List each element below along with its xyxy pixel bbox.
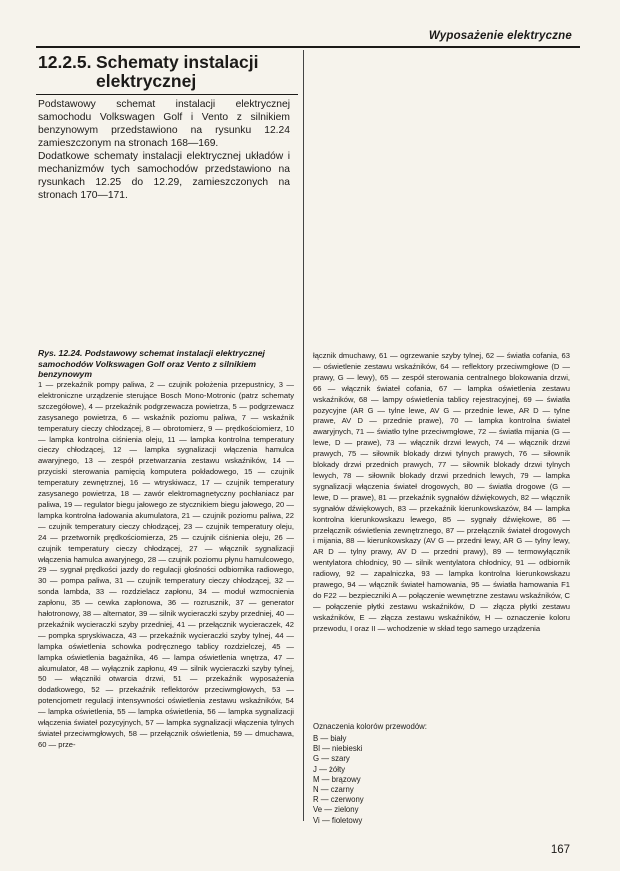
page-number: 167 (550, 844, 570, 856)
list-item: N — czarny (313, 785, 354, 795)
section-heading (38, 53, 296, 91)
list-item: B — biały (313, 734, 347, 743)
column-divider (303, 50, 304, 821)
legend-column-right: łącznik dmuchawy, 61 — ogrzewanie szyby tylnej, 62 — światła cofania, 63 — oświetlenie zestawu wskaźników, 64 — reflektory przeciwmgłowe (D — prawy, G — lewy), 65 — zespół sterowania centralnego blokowania drzwi, 66 — włącznik świateł cofania, 67 — lampka oświetlenia zestawu wskaźników, 68 — lampy oświetlenia tablicy rejestracyjnej, 69 — światła pozycyjne (AR G — tylne lewe, AV G — przednie lewe, AR D — tylne prawe, AV D — przednie prawe), 70 — lampka kontrolna świateł awaryjnych, 71 — światło tylne przeciwmgłowe, 72 — światła mijania (G — lewe, D — prawe), 73 — włącznik drzwi lewych, 74 — włącznik drzwi prawych, 75 — siłownik blokady drzwi tylnych prawych, 76 — siłownik blokady drzwi przednich prawych, 77 — siłownik blokady drzwi tylnych lewych, 78 — siłownik blokady drzwi przednich lewych, 79 — lampka sygnalizacji włączenia świateł drogowych, 80 — światła drogowe (G — lewe, D — prawe), 81 — przekaźnik sygnałów dźwiękowych, 82 — włącznik sygnałów dźwiękowych, 83 — przekaźnik kierunkowskazów, 84 — lampka kontrolna kierunkowskazu lewego, 85 — sygnały dźwiękowe, 86 — przełącznik oświetlenia zewnętrznego, 87 — przełącznik świateł drogowych i mijania, 88 — kierunkowskazy (AV G — przedni lewy, AR G — tylny lewy, AR D — tylny prawy, AV D — przedni prawy), 89 — termowyłącznik wentylatora chłodnicy, 90 — silnik wentylatora chłodnicy, 91 — odbiornik radiowy, 92 — zapalniczka, 93 — lampka kontrolna kierunkowskazu prawego, 94 — włącznik świateł hamowania, 95 — światła hamowania F1 do F22 — bezpieczniki A — połączenie wewnętrzne zestawu wskaźników, C — połączenie płytki zestawu wskaźników, D — złącza płytki zestawu wskaźników, E — złącza zestawu wskaźników, H — oznaczenie koloru przewodu, I oraz II — wchodzenie w skład tego samego urządzenia (313, 351, 570, 633)
legend-column-left: 1 — przekaźnik pompy paliwa, 2 — czujnik położenia przepustnicy, 3 — elektroniczne urządzenie sterujące Bosch Mono-Motronic (patrz schematy szczegółowe), 4 — przekaźnik podgrzewacza powietrza, 5 — podgrzewacz zasysanego powietrza, 6 — wskaźnik poziomu paliwa, 7 — wskaźnik temperatury cieczy chłodzącej, 8 — obrotomierz, 9 — prędkościomierz, 10 — lampka kontrolna ciśnienia oleju, 11 — lampka kontrolna temperatury cieczy chłodzącej, 12 — lampka sygnalizacji włączenia hamulca awaryjnego, 13 — zespół przetwarzania zestawu wskaźników, 14 — przyciski sterowania pamięcią komputera pokładowego, 15 — czujnik temperatury zewnętrznej, 16 — wtryskiwacz, 17 — czujnik temperatury zasysanego powietrza, 18 — zawór elektromagnetyczny pochłaniacz par paliwa, 19 — regulator biegu jałowego ze stycznikiem biegu jałowego, 20 — lampka kontrolna ładowania akumulatora, 21 — czujnik poziomu paliwa, 22 — czujnik temperatury cieczy chłodzącej, 23 — czujnik temperatury oleju, 24 — przetwornik prędkościomierza, 25 — czujnik ciśnienia oleju, 26 — czujnik temperatury cieczy chłodzącej, 27 — włącznik sygnalizacji włączenia hamulca awaryjnego, 28 — czujnik poziomu płynu hamulcowego, 29 — sygnał prędkości jazdy do regulacji głośności odbiornika radiowego, 30 — pompa paliwa, 31 — czujnik temperatury cieczy chłodzącej, 32 — sonda lambda, 33 — rozdzielacz zapłonu, 34 — moduł wzmocnienia zapłonu, 35 — cewka zapłonowa, 36 — rozrusznik, 37 — generator hałotronowy, 38 — alternator, 39 — silnik wycieraczki szyby przedniej, 40 — przekaźnik wycieraczki szyby przedniej, 41 — przełącznik wycieraczek, 42 — pompka spryskiwacza, 43 — przekaźnik wycieraczki szyby tylnej, 44 — lampka oświetlenia schowka podręcznego tablicy rozdzielczej, 45 — lampka oświetlenia bagażnika, 46 — lampa oświetlenia wnętrza, 47 — akumulator, 48 — wyłącznik zapłonu, 49 — silnik wycieraczki szyby tylnej, 50 — włączniki otwarcia drzwi, 51 — przekaźnik wyposażenia dodatkowego, 52 — przekaźnik reflektorów przeciwmgłowych, 53 — potencjometr regulacji intensywności oświetlenia zestawu wskaźników, 54 — lampka oświetlenia, 55 — lampka oświetlenia, 56 — lampka sygnalizacji włączenia świateł pozycyjnych, 57 — lampka sygnalizacji włączenia tylnych świateł przeciwmgłowych, 58 — przełącznik oświetlenia, 59 — dmuchawa, 60 — prze- (38, 380, 294, 749)
header-rule (36, 46, 580, 48)
list-item: Bl — niebieski (313, 744, 363, 754)
intro-text (38, 98, 290, 202)
wire-colors-list (313, 734, 513, 826)
section-title-line1: Schematy instalacji (96, 52, 259, 72)
list-item: Vi — fioletowy (313, 815, 363, 825)
section-title-line2: elektrycznej (96, 71, 197, 91)
running-header-title: Wyposażenie elektryczne (428, 30, 572, 42)
list-item: R — czerwony (313, 795, 364, 805)
list-item: G — szary (313, 754, 350, 764)
list-item: J — żółty (313, 764, 346, 774)
intro-paragraph-1: Podstawowy schemat instalacji elektrycznej samochodu Volkswagen Golf i Vento z silnikiem benzynowym przedstawiono na rysunku 12.24 zamieszczonym na stronach 168—169. (38, 99, 290, 149)
section-number: 12.2.5. (38, 52, 92, 72)
list-item: M — brązowy (313, 774, 361, 784)
section-rule (36, 94, 298, 95)
figure-caption: Rys. 12.24. Podstawowy schemat instalacji elektrycznej samochodów Volkswagen Golf oraz Vento z silnikiem benzynowym (38, 348, 265, 379)
list-item: Ve — zielony (313, 805, 359, 815)
wire-colors-heading: Oznaczenia kolorów przewodów: (313, 722, 427, 731)
intro-paragraph-2: Dodatkowe schematy instalacji elektrycznej układów i mechanizmów tych samochodów przedstawiono na rysunkach 12.25 do 12.29, zamieszczonych na stronach 170—171. (38, 151, 290, 201)
